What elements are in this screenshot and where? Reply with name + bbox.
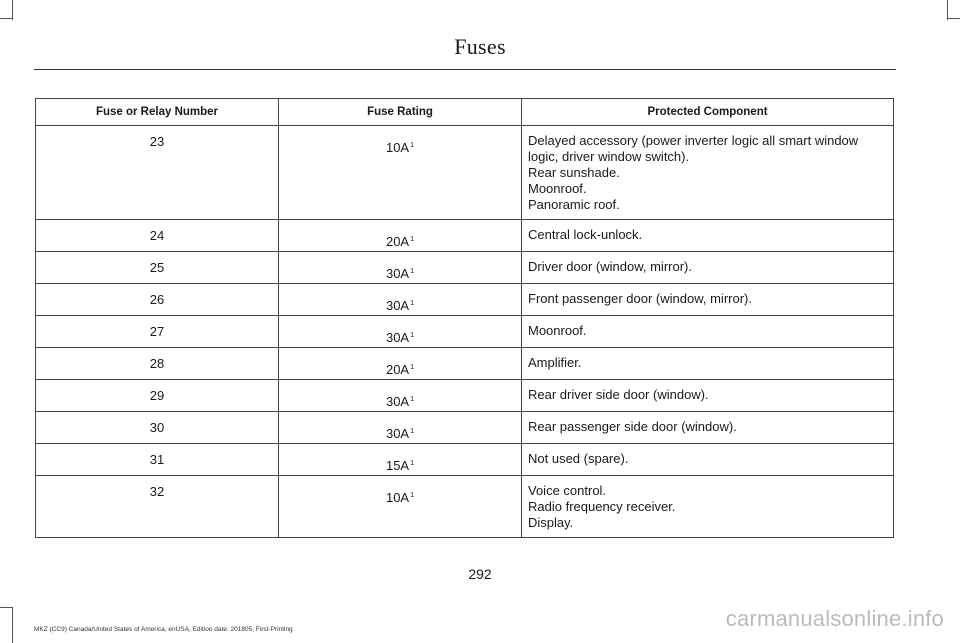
- crop-mark: [947, 18, 960, 19]
- page-title: Fuses: [454, 34, 506, 59]
- footnote-marker: 1: [410, 331, 415, 339]
- component-line: Radio frequency receiver.: [528, 499, 676, 514]
- table-row: [36, 380, 894, 412]
- fuse-number: 25: [36, 252, 279, 284]
- column-header-component: Protected Component: [522, 99, 894, 126]
- rating-value: 30A: [385, 330, 410, 345]
- watermark-text: carmanualsonline.info: [725, 606, 944, 631]
- component-line: Moonroof.: [528, 323, 587, 338]
- fuse-rating: [279, 252, 522, 284]
- footnote-marker: 1: [410, 459, 415, 467]
- rating-value: 30A: [385, 298, 410, 313]
- fuse-number: 29: [36, 380, 279, 412]
- fuse-number: 24: [36, 220, 279, 252]
- protected-component: [522, 476, 894, 538]
- protected-component: [522, 444, 894, 476]
- rating-value: 20A: [385, 362, 410, 377]
- table-row: [36, 126, 894, 220]
- rating-value: 10A: [385, 140, 410, 155]
- component-line: Amplifier.: [528, 355, 582, 370]
- protected-component: [522, 126, 894, 220]
- component-line: Rear sunshade.: [528, 165, 620, 180]
- protected-component: [522, 220, 894, 252]
- fuse-number: 27: [36, 316, 279, 348]
- edition-footer: MKZ (CC9) Canada/United States of America, enUSA, Edition date: 201805, First-Printing: [34, 626, 293, 633]
- footnote-marker: 1: [410, 267, 415, 275]
- component-line: Central lock-unlock.: [528, 227, 643, 242]
- crop-mark: [12, 607, 13, 643]
- component-line: Display.: [528, 515, 574, 530]
- component-line: Not used (spare).: [528, 451, 629, 466]
- component-line: Rear driver side door (window).: [528, 387, 709, 402]
- table-row: [36, 444, 894, 476]
- fuse-number: 31: [36, 444, 279, 476]
- fuse-number: 30: [36, 412, 279, 444]
- component-line: Front passenger door (window, mirror).: [528, 291, 752, 306]
- footnote-marker: 1: [410, 235, 415, 243]
- fuse-rating: [279, 316, 522, 348]
- rating-value: 10A: [385, 490, 410, 505]
- rating-value: 30A: [385, 426, 410, 441]
- fuse-rating: [279, 380, 522, 412]
- fuse-rating: [279, 348, 522, 380]
- fuse-rating: [279, 444, 522, 476]
- footnote-marker: 1: [410, 427, 415, 435]
- rating-value: 20A: [385, 234, 410, 249]
- footnote-marker: 1: [410, 299, 415, 307]
- protected-component: [522, 412, 894, 444]
- crop-mark: [0, 607, 13, 608]
- table-row: [36, 348, 894, 380]
- protected-component: [522, 348, 894, 380]
- fuse-rating: [279, 476, 522, 538]
- table-header-row: [36, 99, 894, 126]
- protected-component: [522, 284, 894, 316]
- fuse-number: 23: [36, 126, 279, 220]
- protected-component: [522, 252, 894, 284]
- table-row: [36, 220, 894, 252]
- fuse-number: 28: [36, 348, 279, 380]
- table-row: [36, 316, 894, 348]
- component-line: Voice control.: [528, 483, 607, 498]
- fuse-table: [35, 98, 894, 538]
- header-rule: [34, 69, 896, 70]
- component-line: Delayed accessory (power inverter logic all smart window logic, driver window switch).: [528, 133, 859, 164]
- rating-value: 30A: [385, 394, 410, 409]
- rating-value: 30A: [385, 266, 410, 281]
- footnote-marker: 1: [410, 491, 415, 499]
- fuse-number: 26: [36, 284, 279, 316]
- column-header-number: Fuse or Relay Number: [36, 99, 279, 126]
- crop-mark: [0, 18, 13, 19]
- column-header-rating: Fuse Rating: [279, 99, 522, 126]
- fuse-rating: [279, 284, 522, 316]
- rating-value: 15A: [385, 458, 410, 473]
- page-number: 292: [468, 566, 492, 582]
- footnote-marker: 1: [410, 363, 415, 371]
- table-row: [36, 476, 894, 538]
- component-line: Rear passenger side door (window).: [528, 419, 737, 434]
- protected-component: [522, 316, 894, 348]
- fuse-number: 32: [36, 476, 279, 538]
- footnote-marker: 1: [410, 395, 415, 403]
- component-line: Moonroof.: [528, 181, 587, 196]
- component-line: Panoramic roof.: [528, 197, 620, 212]
- fuse-rating: [279, 220, 522, 252]
- fuse-rating: [279, 126, 522, 220]
- table-row: [36, 252, 894, 284]
- component-line: Driver door (window, mirror).: [528, 259, 692, 274]
- table-row: [36, 284, 894, 316]
- footnote-marker: 1: [410, 141, 415, 149]
- crop-mark: [12, 0, 13, 20]
- table-row: [36, 412, 894, 444]
- crop-mark: [947, 0, 948, 20]
- protected-component: [522, 380, 894, 412]
- fuse-rating: [279, 412, 522, 444]
